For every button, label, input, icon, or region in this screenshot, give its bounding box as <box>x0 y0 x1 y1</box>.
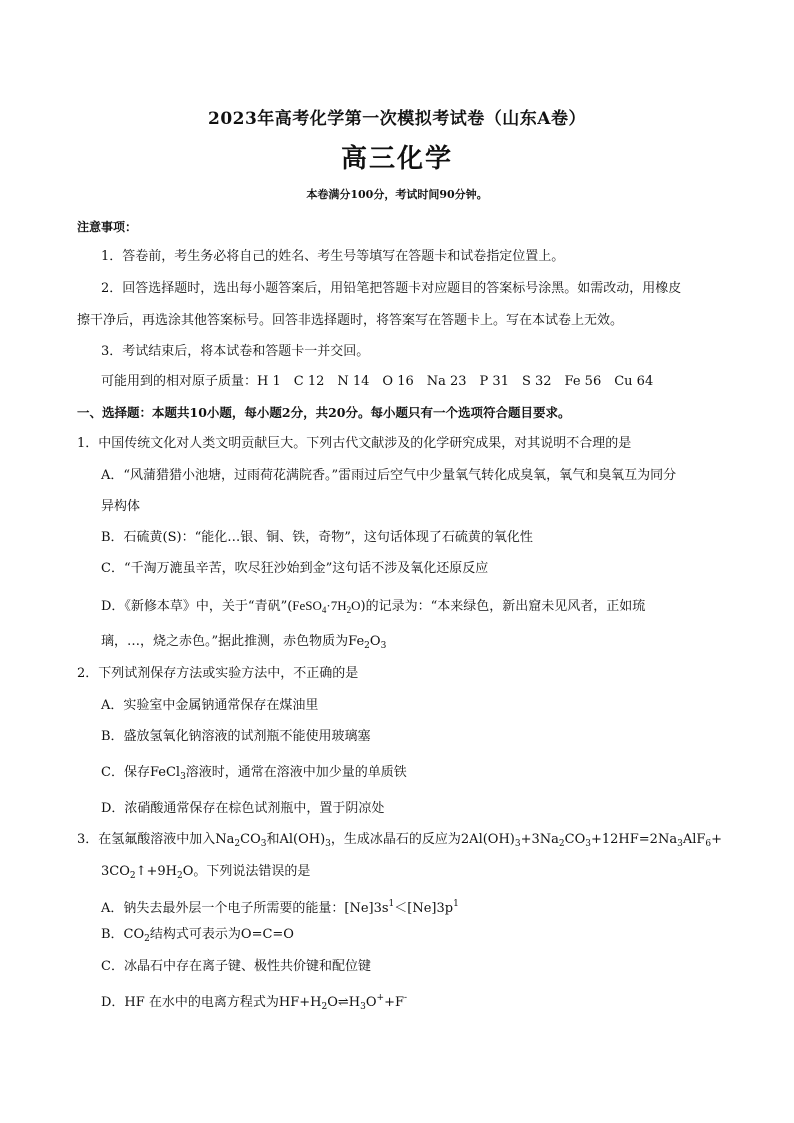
notice-item-1: 1．答卷前，考生务必将自己的姓名、考生号等填写在答题卡和试卷指定位置上。 <box>101 249 565 264</box>
q1-d-text-2: )的记录为：“本来绿色，新出窟未见风者，正如琉 <box>360 599 646 614</box>
q2-option-a: A．实验室中金属钠通常保存在煤油里 <box>101 698 319 713</box>
q3-a-sup: 1 <box>388 899 395 909</box>
exam-title: 2023年高考化学第一次模拟考试卷（山东A卷） <box>207 109 586 129</box>
q2-stem: 2．下列试剂保存方法或实验方法中，不正确的是 <box>77 666 359 681</box>
q3-option-d <box>101 989 407 1016</box>
notice-heading: 注意事项： <box>77 220 138 234</box>
exam-info: 本卷满分100分，考试时间90分钟。 <box>306 188 488 201</box>
q3-stem-part: +3Na <box>520 832 559 847</box>
q3-stem-line-1 <box>77 831 722 853</box>
q3-b-text: 结构式可表示为O=C=O <box>149 927 294 942</box>
q3-a-text: A．钠失去最外层一个电子所需要的能量：[Ne]3s <box>101 901 389 916</box>
q1-d2-text: 璃，…，烧之赤色。”据此推测，赤色物质为Fe <box>101 634 365 649</box>
q2-c-text-1: C．保存FeCl <box>101 765 181 780</box>
notice-item-3: 3．考试结束后，将本试卷和答题卡一并交回。 <box>101 344 370 359</box>
q1-option-a: A．“风蒲猎猎小池塘，过雨荷花满院香。”雷雨过后空气中少量氧气转化成臭氧，氧气和臭氧互为同分 <box>101 468 677 483</box>
q2-c-sub: 3 <box>180 772 186 782</box>
q3-option-c: C．冰晶石中存在离子键、极性共价键和配位键 <box>101 959 371 974</box>
q2-option-b: B．盛放氢氧化钠溶液的试剂瓶不能使用玻璃塞 <box>101 729 371 744</box>
q3-d-sub: 2 <box>321 1002 328 1012</box>
q1-d-formula-1: FeSO <box>292 598 322 613</box>
q1-d2-o: O <box>369 634 381 649</box>
q1-stem: 1．中国传统文化对人类文明贡献巨大。下列古代文献涉及的化学研究成果，对其说明不合理的是 <box>77 436 632 451</box>
q3-sub: 2 <box>177 871 183 881</box>
q2-option-c <box>101 764 407 786</box>
q1-option-c: C．“千淘万漉虽辛苦，吹尽狂沙始到金”这句话不涉及氧化还原反应 <box>101 561 489 576</box>
q3-stem-part: CO <box>564 832 586 847</box>
q1-d-formula-3: O <box>351 598 361 613</box>
q3-stem-part: O。下列说法错误的是 <box>182 864 311 879</box>
q2-option-d: D．浓硝酸通常保存在棕色试剂瓶中，置于阴凉处 <box>101 801 385 816</box>
q3-stem-part: AlF <box>682 832 706 847</box>
q3-d-text: O <box>365 995 377 1010</box>
q2-c-text-2: 溶液时，通常在溶液中加少量的单质铁 <box>185 765 407 780</box>
q3-d-sub: 3 <box>360 1002 366 1012</box>
q3-sub: 3 <box>325 839 331 849</box>
q3-d-sup: + <box>376 993 385 1003</box>
q3-option-a <box>101 895 459 918</box>
q1-d2-sub-1: 2 <box>364 641 370 651</box>
q3-sub: 2 <box>129 871 136 881</box>
q3-sub: 3 <box>585 839 591 849</box>
q1-d-formula-sub-2: 2 <box>346 605 352 615</box>
q3-d-text: O⇌H <box>327 995 361 1010</box>
q3-stem-part: CO <box>240 832 261 847</box>
q3-d-sup: - <box>404 993 408 1003</box>
atomic-mass-line: 可能用到的相对原子质量：H 1 C 12 N 14 O 16 Na 23 P 31 S 32 Fe 56 Cu 64 <box>101 374 654 389</box>
q3-stem-part: + <box>711 832 723 847</box>
q3-stem-part: +12HF=2Na <box>590 832 678 847</box>
q3-a-sup: 1 <box>453 899 459 909</box>
q3-a-text: ＜[Ne]3p <box>394 901 454 916</box>
section-heading: 一、选择题：本题共10小题，每小题2分，共20分。每小题只有一个选项符合题目要求。 <box>77 405 571 420</box>
q3-stem-part: 3．在氢氟酸溶液中加入Na <box>77 832 235 847</box>
q1-d-text-1: D．《新修本草》中，关于“青矾”( <box>101 599 293 614</box>
q3-stem-part: 和Al(OH) <box>266 832 326 847</box>
subject-title: 高三化学 <box>340 144 453 174</box>
notice-item-2-cont: 擦干净后，再选涂其他答案标号。回答非选择题时，将答案写在答题卡上。写在本试卷上无效。 <box>77 313 624 328</box>
q3-d-text: D．HF 在水中的电离方程式为HF+H <box>101 995 322 1010</box>
q1-d-formula-sub-1: 4 <box>321 605 327 615</box>
q1-option-a-cont: 异构体 <box>101 499 141 514</box>
q3-stem-line-2 <box>101 863 310 885</box>
q3-sub: 2 <box>558 839 565 849</box>
q3-option-b <box>101 926 294 948</box>
q3-sub: 3 <box>514 839 521 849</box>
q1-option-b: B．石硫黄(S)：“能化…银、铜、铁，奇物”，这句话体现了石硫黄的氧化性 <box>101 530 533 545</box>
q3-sub: 3 <box>260 839 267 849</box>
q1-d2-sub-2: 3 <box>380 641 387 651</box>
q3-sub: 3 <box>677 839 683 849</box>
q3-sub: 6 <box>705 839 712 849</box>
q3-b-text: B．CO <box>101 927 145 942</box>
q3-stem-part: ，生成冰晶石的反应为2Al(OH) <box>330 832 515 847</box>
q3-stem-part: ↑+9H <box>135 864 178 879</box>
q1-option-d <box>101 597 645 619</box>
q3-sub: 2 <box>234 839 241 849</box>
notice-item-2: 2．回答选择题时，选出每小题答案后，用铅笔把答题卡对应题目的答案标号涂黑。如需改动，用橡皮 <box>101 281 682 296</box>
q1-option-d-cont <box>101 633 386 655</box>
q3-stem-part: 3CO <box>101 864 130 879</box>
q1-d-formula-2: ·7H <box>326 598 347 613</box>
q3-d-text: +F <box>384 995 404 1010</box>
q3-b-sub: 2 <box>144 934 150 944</box>
